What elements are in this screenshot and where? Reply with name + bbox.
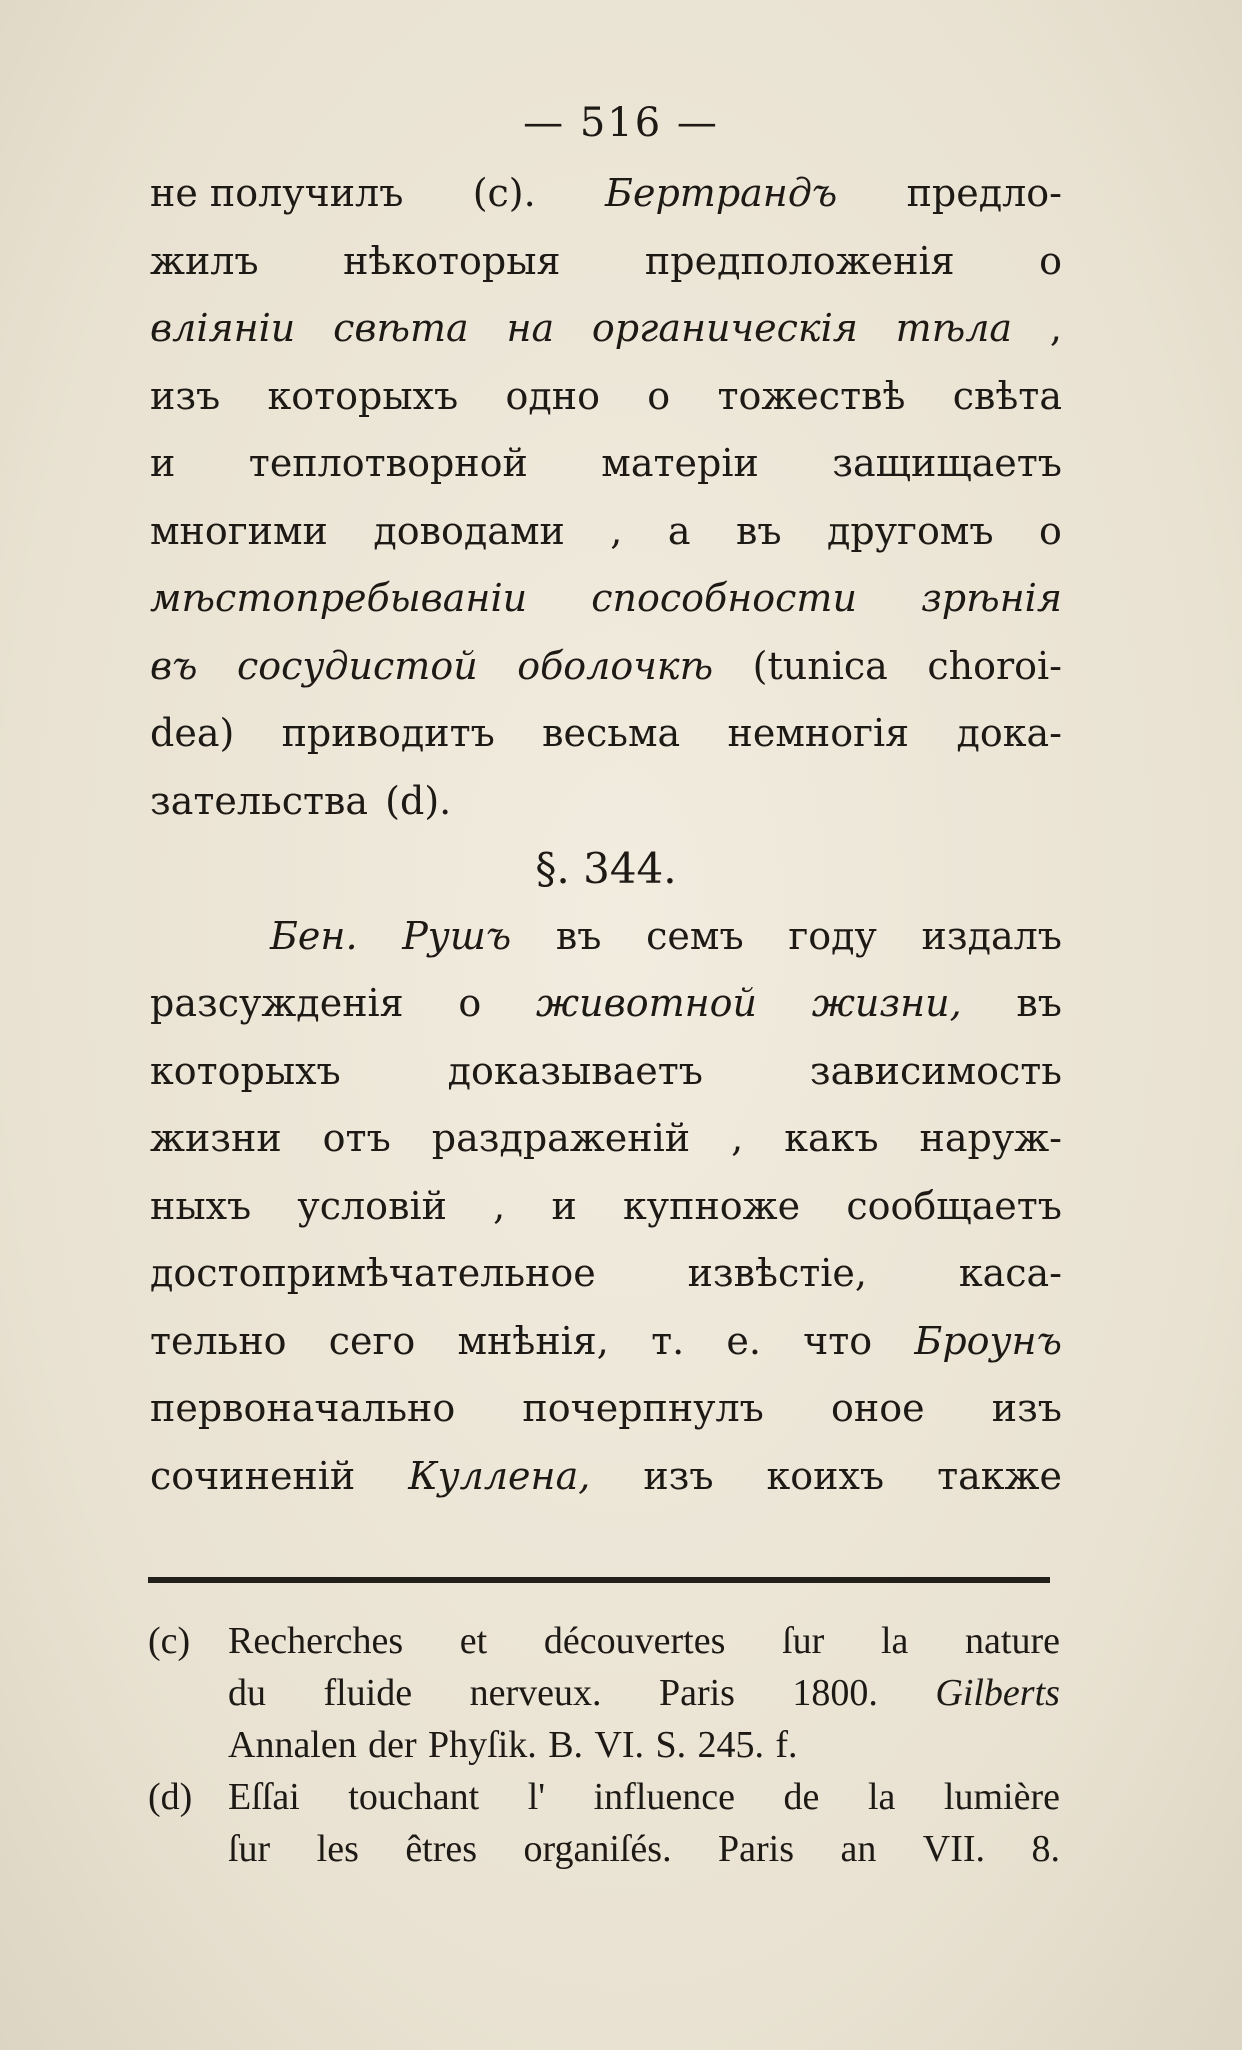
footnote-mark: (c) — [148, 1620, 191, 1662]
word: f. — [775, 1724, 798, 1766]
word: et — [459, 1620, 488, 1662]
word: les — [316, 1828, 359, 1870]
word: разсужденія — [150, 981, 404, 1025]
word: въ — [555, 913, 602, 958]
word: de — [783, 1776, 820, 1818]
word: la — [880, 1620, 909, 1662]
word: Paris — [718, 1828, 795, 1870]
word: издалъ — [921, 913, 1062, 958]
word: Куллена, — [408, 1453, 591, 1498]
word: тожествѣ — [717, 373, 906, 418]
word: органическія — [591, 306, 858, 350]
word: почерпнулъ — [522, 1386, 764, 1430]
word: 245. — [697, 1724, 764, 1766]
text-line — [150, 160, 1062, 228]
word: раздраженій — [431, 1116, 691, 1160]
word: 8. — [1031, 1828, 1060, 1870]
word: ныхъ — [150, 1183, 252, 1228]
word: сочиненій — [150, 1453, 356, 1498]
word: touchant — [348, 1776, 480, 1818]
word: ſur — [782, 1620, 825, 1662]
word: , — [731, 1116, 744, 1160]
word: защищаетъ — [832, 441, 1062, 485]
footnote-divider — [148, 1577, 1050, 1583]
word: не получилъ — [150, 171, 404, 215]
word: предположенія — [644, 238, 955, 283]
text-line — [150, 903, 1062, 971]
word: choroi- — [927, 643, 1062, 688]
word: нѣкоторыя — [343, 238, 561, 283]
word: fluide — [323, 1672, 413, 1714]
word: (tunica — [752, 643, 888, 688]
text-line — [150, 228, 1062, 296]
text-line — [150, 1443, 1062, 1511]
word: оболочкѣ — [517, 643, 714, 688]
word: одно — [505, 373, 600, 418]
footnote — [148, 1771, 1060, 1875]
word: êtres — [405, 1828, 478, 1870]
word: изъ — [643, 1453, 714, 1498]
text-line — [150, 363, 1062, 431]
footnote-line — [228, 1615, 1060, 1667]
word: а — [667, 508, 691, 553]
word: nerveux. — [469, 1672, 602, 1714]
word: что — [803, 1318, 873, 1363]
text-line — [150, 295, 1062, 363]
word: на — [506, 306, 555, 350]
word: и — [150, 441, 176, 485]
word: въ — [1016, 981, 1062, 1025]
word: доказываетъ — [447, 1048, 703, 1093]
word: сего — [328, 1318, 416, 1363]
word: оное — [831, 1386, 925, 1430]
word: découvertes — [543, 1620, 726, 1662]
word: животной — [535, 981, 758, 1025]
word: наруж- — [919, 1116, 1062, 1160]
word: которыхъ — [150, 1048, 341, 1093]
word: также — [937, 1453, 1062, 1498]
footnote-line — [228, 1771, 1060, 1823]
word: теплотворной — [248, 441, 528, 485]
page-number: — 516 — — [523, 100, 719, 146]
word: nature — [965, 1620, 1060, 1662]
word: изъ — [991, 1386, 1062, 1430]
word: 1800. — [792, 1672, 878, 1714]
text-line — [150, 633, 1062, 701]
word: зательства — [150, 778, 369, 823]
word: Paris — [658, 1672, 735, 1714]
word: зрѣнія — [921, 576, 1062, 620]
word: жизни — [150, 1116, 282, 1160]
footnote — [148, 1615, 1060, 1771]
text-line — [150, 1240, 1062, 1308]
word: тельно — [150, 1318, 287, 1363]
word: приводитъ — [281, 711, 495, 755]
word: , — [493, 1183, 506, 1228]
word: organiſés. — [523, 1828, 672, 1870]
text-line — [150, 768, 1062, 836]
text-line — [150, 1105, 1062, 1173]
word: жилъ — [150, 238, 259, 283]
word: семъ — [646, 913, 744, 958]
word: доводами — [373, 508, 565, 553]
word: сообщаетъ — [846, 1183, 1062, 1228]
word: которыхъ — [267, 373, 459, 418]
word: жизни, — [811, 981, 962, 1025]
word: въ — [150, 643, 198, 688]
word: сосудистой — [236, 643, 478, 688]
word: о — [1039, 508, 1062, 553]
word: о — [1039, 238, 1062, 283]
word: дока- — [956, 711, 1062, 755]
word: вліяніи — [150, 306, 296, 350]
word: мнѣнія, — [457, 1318, 609, 1363]
word: мѣстопребываніи — [150, 576, 528, 620]
word: Annalen — [228, 1724, 357, 1766]
word: der — [368, 1724, 417, 1766]
word: коихъ — [766, 1453, 885, 1498]
word: тѣла — [895, 306, 1013, 350]
word: немногія — [727, 711, 910, 755]
word: VI. — [594, 1724, 645, 1766]
word: году — [788, 913, 877, 958]
footnote-line — [228, 1667, 1060, 1719]
text-line — [150, 700, 1062, 768]
word: свѣта — [333, 306, 469, 350]
word: весьма — [542, 711, 681, 755]
footnote-body — [228, 1615, 1060, 1771]
word: lumière — [943, 1776, 1060, 1818]
word: Phyſik. — [428, 1724, 537, 1766]
word: матеріи — [601, 441, 759, 485]
word: условій — [297, 1183, 447, 1228]
word: ſur — [228, 1828, 271, 1870]
word: предло- — [906, 171, 1062, 215]
footnotes — [148, 1615, 1060, 1875]
word: достопримѣчательное — [150, 1251, 596, 1295]
paragraph-2 — [150, 903, 1062, 1511]
text-line — [150, 1173, 1062, 1241]
word: la — [867, 1776, 896, 1818]
word: Бертрандъ — [605, 171, 838, 215]
text-line — [150, 565, 1062, 633]
word: извѣстіе, — [687, 1251, 867, 1295]
word: отъ — [322, 1116, 391, 1160]
word: influence — [593, 1776, 735, 1818]
word: an — [840, 1828, 877, 1870]
word: о — [458, 981, 482, 1025]
word: другомъ — [826, 508, 994, 553]
word: каса- — [958, 1251, 1062, 1295]
word: Eſſai — [228, 1776, 300, 1818]
word: , — [610, 508, 623, 553]
word: въ — [735, 508, 782, 553]
word: свѣта — [952, 373, 1062, 418]
word: B. — [548, 1724, 584, 1766]
word: Recherches — [228, 1620, 404, 1662]
word: Бен. — [270, 913, 358, 958]
word: Рушъ — [402, 913, 512, 958]
word: первоначально — [150, 1386, 456, 1430]
footnote-body — [228, 1771, 1060, 1875]
word: Броунъ — [914, 1318, 1062, 1363]
word: du — [228, 1672, 266, 1714]
text-line — [150, 1375, 1062, 1443]
word: т. — [651, 1318, 685, 1363]
text-line — [150, 430, 1062, 498]
word: , — [1049, 306, 1062, 350]
paragraph-1 — [150, 160, 1062, 835]
word: и — [551, 1183, 577, 1228]
word: е. — [726, 1318, 761, 1363]
main-text — [150, 160, 1062, 1510]
text-line — [150, 1038, 1062, 1106]
word: способности — [591, 576, 857, 620]
word: l' — [527, 1776, 546, 1818]
footnote-mark: (d) — [148, 1776, 193, 1818]
word: многими — [150, 508, 328, 553]
word: (c). — [472, 171, 536, 215]
word: Gilberts — [935, 1672, 1060, 1714]
word: зависимость — [809, 1048, 1062, 1093]
word: какъ — [784, 1116, 879, 1160]
word: о — [647, 373, 671, 418]
word: изъ — [150, 373, 221, 418]
text-line — [150, 1308, 1062, 1376]
footnote-line — [228, 1823, 1060, 1875]
text-line — [150, 498, 1062, 566]
text-line — [150, 970, 1062, 1038]
word: купноже — [623, 1183, 801, 1228]
word: dea) — [150, 711, 235, 755]
section-heading: §. 344. — [535, 844, 677, 893]
word: (d). — [385, 778, 452, 823]
word: VII. — [922, 1828, 986, 1870]
word: S. — [655, 1724, 687, 1766]
footnote-line — [228, 1719, 1060, 1771]
